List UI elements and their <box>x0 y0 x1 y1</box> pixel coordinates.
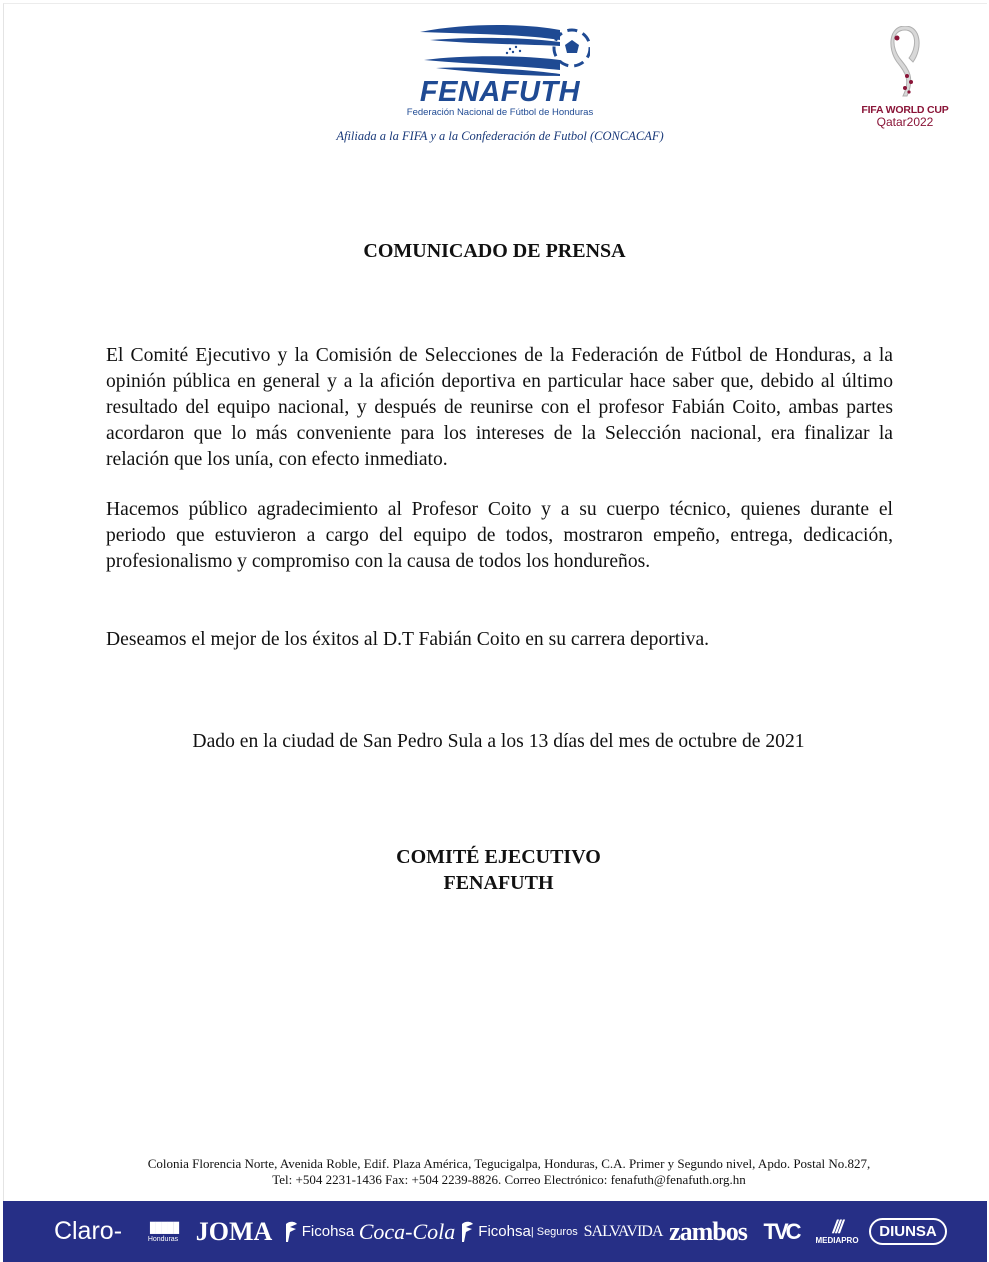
world-cup-logo <box>855 26 955 128</box>
sponsor-tvc-logo: TVC <box>763 1218 799 1244</box>
affiliation-text: Afiliada a la FIFA y a la Confederación de Futbol (CONCACAF) <box>336 129 664 143</box>
sponsor-bar <box>3 1201 987 1262</box>
world-cup-subtitle: Qatar2022 <box>876 115 934 129</box>
sponsor-claro-logo: Claro- <box>53 1217 123 1245</box>
paragraph-wishes: Deseamos el mejor de los éxitos al D.T Fabián Coito en su carrera deportiva. <box>106 629 710 650</box>
soundwave-icon: ▮▮▮▮▮ <box>148 1218 178 1236</box>
address-line-2: Tel: +504 2231-1436 Fax: +504 2239-8826. Correo Electrónico: fenafuth@fenafuth.org.hn <box>272 1172 746 1187</box>
address-line-1: Colonia Florencia Norte, Avenida Roble, Edif. Plaza América, Tegucigalpa, Honduras, C.A. Primer y Segundo nivel, Apdo. Postal No.827, <box>147 1156 871 1171</box>
footer-address <box>0 1156 989 1188</box>
sponsor-joma-logo: JOMA <box>195 1216 273 1246</box>
sponsor-ficohsa-logo: Ficohsa <box>276 1220 362 1244</box>
signature-line-1: COMITÉ EJECUTIVO <box>396 846 601 868</box>
trophy-icon <box>885 26 925 102</box>
document-title: COMUNICADO DE PRENSA <box>363 240 626 262</box>
sponsor-ficohsa-seguros-logo: Ficohsa | Seguros <box>452 1220 586 1244</box>
signature-line-2: FENAFUTH <box>443 872 554 894</box>
sponsor-salvavida-logo: SALVAVIDA <box>583 1222 663 1240</box>
ficohsa-f-icon <box>284 1220 298 1244</box>
sponsor-zambos-logo: zambos <box>669 1216 747 1246</box>
org-wordmark: FENAFUTH <box>419 76 581 108</box>
paragraph-announcement: El Comité Ejecutivo y la Comisión de Selecciones de la Federación de Fútbol de Honduras, a la opinión pública en general y a la afición deportiva en particular hace saber que, debido al último resultado del equipo nacional, y después de reunirse con el profesor Fabián Coito, ambas partes acordaron que lo más conveniente para los intereses de la Selección nacional, era finalizar la relación que los unía, con efecto inmediato. <box>106 345 893 470</box>
sponsor-honduras-logo: ▮▮▮▮▮ Honduras <box>147 1218 179 1243</box>
ficohsa-f-icon <box>460 1220 474 1244</box>
signature-block <box>0 844 989 896</box>
sponsor-cocacola-logo: Coca-Cola <box>358 1218 456 1244</box>
sponsor-diunsa-logo: DIUNSA <box>868 1218 948 1245</box>
flag-ball-icon <box>410 18 590 80</box>
world-cup-title: FIFA WORLD CUP <box>861 104 949 116</box>
org-full-name: Federación Nacional de Fútbol de Honduras <box>406 107 594 118</box>
paragraph-thanks: Hacemos público agradecimiento al Profesor Coito y a su cuerpo técnico, quienes durante el periodo que estuvieron a cargo del equipo de todos, mostraron empeño, entrega, dedicación, profesionalismo y compromiso con la causa de todos los hondureños. <box>106 499 893 572</box>
sponsor-mediapro-logo: /// MEDIAPRO <box>815 1216 859 1245</box>
fenafuth-logo <box>300 18 700 144</box>
date-line: Dado en la ciudad de San Pedro Sula a los 13 días del mes de octubre de 2021 <box>192 731 805 752</box>
